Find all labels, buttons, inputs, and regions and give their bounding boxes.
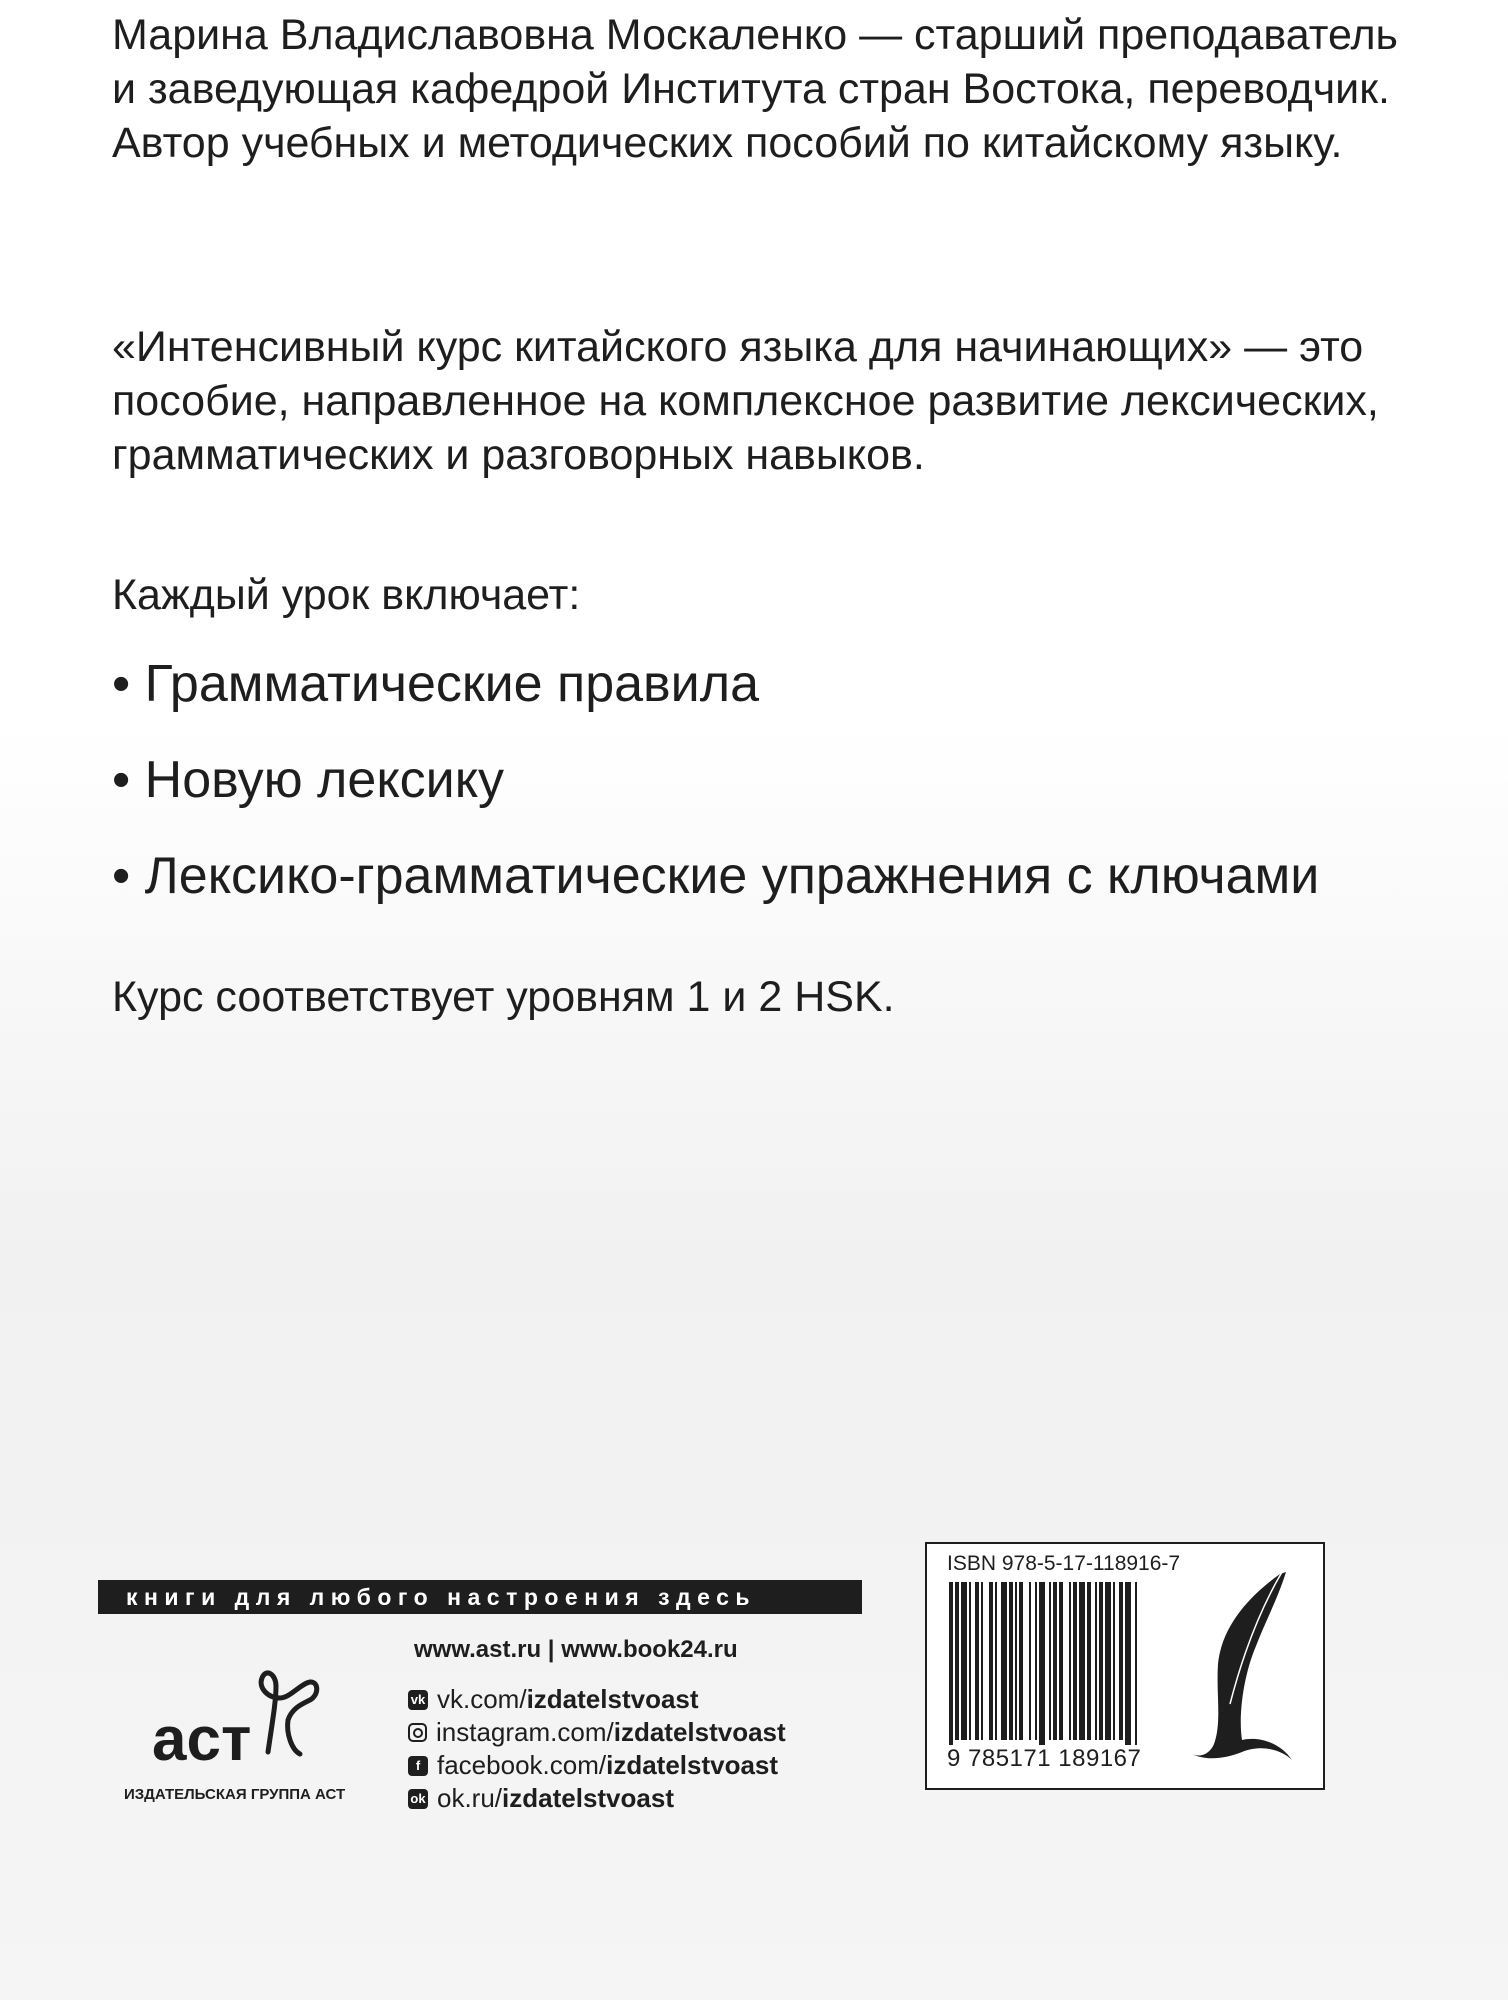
social-link-odnoklassniki[interactable] [408,1782,786,1815]
barcode-bar [1019,1582,1023,1740]
barcode-digits: 9 785171 189167 [947,1745,1142,1772]
social-handle: izdatelstvoast [613,1717,786,1747]
barcode-bar [1125,1582,1131,1750]
barcode-bar [961,1582,967,1740]
social-link-instagram[interactable] [408,1716,786,1749]
level-note: Курс соответствует уровням 1 и 2 HSK. [112,973,895,1021]
barcode-bar [1135,1582,1137,1750]
publisher-tagline: книги для любого настроения здесь [98,1580,862,1614]
barcode-bar [995,1582,997,1740]
barcode-bar [1105,1582,1111,1740]
barcode-bar [1029,1582,1031,1740]
ast-logo [150,1654,380,1784]
barcode-bar [1087,1582,1091,1740]
publisher-name: ИЗДАТЕЛЬСКАЯ ГРУППА АСТ [124,1786,346,1803]
social-domain: vk.com/ [437,1684,527,1714]
barcode-bar [1069,1582,1071,1740]
barcode-bar [981,1582,983,1740]
barcode-bar [1001,1582,1007,1740]
social-handle: izdatelstvoast [606,1750,779,1780]
social-link-vk[interactable] [408,1683,786,1716]
barcode [949,1582,1179,1752]
lesson-contents-list [112,654,1319,942]
barcode-bar [1079,1582,1085,1740]
barcode-bar [969,1582,971,1740]
social-handle: izdatelstvoast [502,1783,674,1813]
ast-logo-text: аст [152,1705,252,1774]
barcode-bar [1059,1582,1063,1740]
barcode-bar [1053,1582,1057,1740]
social-domain: instagram.com/ [436,1717,614,1747]
social-domain: facebook.com/ [437,1750,607,1780]
lesson-intro: Каждый урок включает: [112,571,581,619]
course-paragraph: «Интенсивный курс китайского языка для начинающих» — это пособие, направленное на комплексное развитие лексических, грамматических и разговорных навыков. [112,323,1379,479]
barcode-bar [989,1582,993,1740]
barcode-bar [1073,1582,1077,1740]
barcode-bar [1039,1582,1045,1750]
social-handle: izdatelstvoast [526,1684,699,1714]
barcode-bar [1119,1582,1123,1740]
isbn-box [925,1542,1325,1790]
barcode-bar [1009,1582,1013,1740]
social-links [408,1683,786,1815]
isbn-number: ISBN 978-5-17-118916-7 [947,1552,1181,1575]
vk-icon: vk [408,1690,428,1710]
barcode-bar [1015,1582,1017,1740]
barcode-bar [1095,1582,1097,1740]
instagram-icon [408,1723,427,1742]
list-item: • Новую лексику [112,750,1319,846]
barcode-bar [975,1582,979,1740]
facebook-icon: f [408,1756,428,1776]
barcode-bar [1099,1582,1103,1740]
social-domain: ok.ru/ [437,1783,503,1813]
social-link-facebook[interactable] [408,1749,786,1782]
publisher-websites: www.ast.ru | www.book24.ru [414,1636,738,1663]
author-paragraph: Марина Владиславовна Москаленко — старший преподаватель и заведующая кафедрой Института стран Востока, переводчик. Автор учебных и методических пособий по китайскому языку. [112,11,1398,167]
list-item: • Грамматические правила [112,654,1319,750]
barcode-bar [949,1582,953,1750]
odnoklassniki-icon: ok [408,1789,428,1809]
barcode-bar [1035,1582,1037,1740]
list-item: • Лексико-грамматические упражнения с ключами [112,846,1319,942]
barcode-bar [1049,1582,1051,1740]
quill-icon [1182,1554,1302,1774]
barcode-bar [1113,1582,1115,1740]
barcode-bar [955,1582,959,1740]
